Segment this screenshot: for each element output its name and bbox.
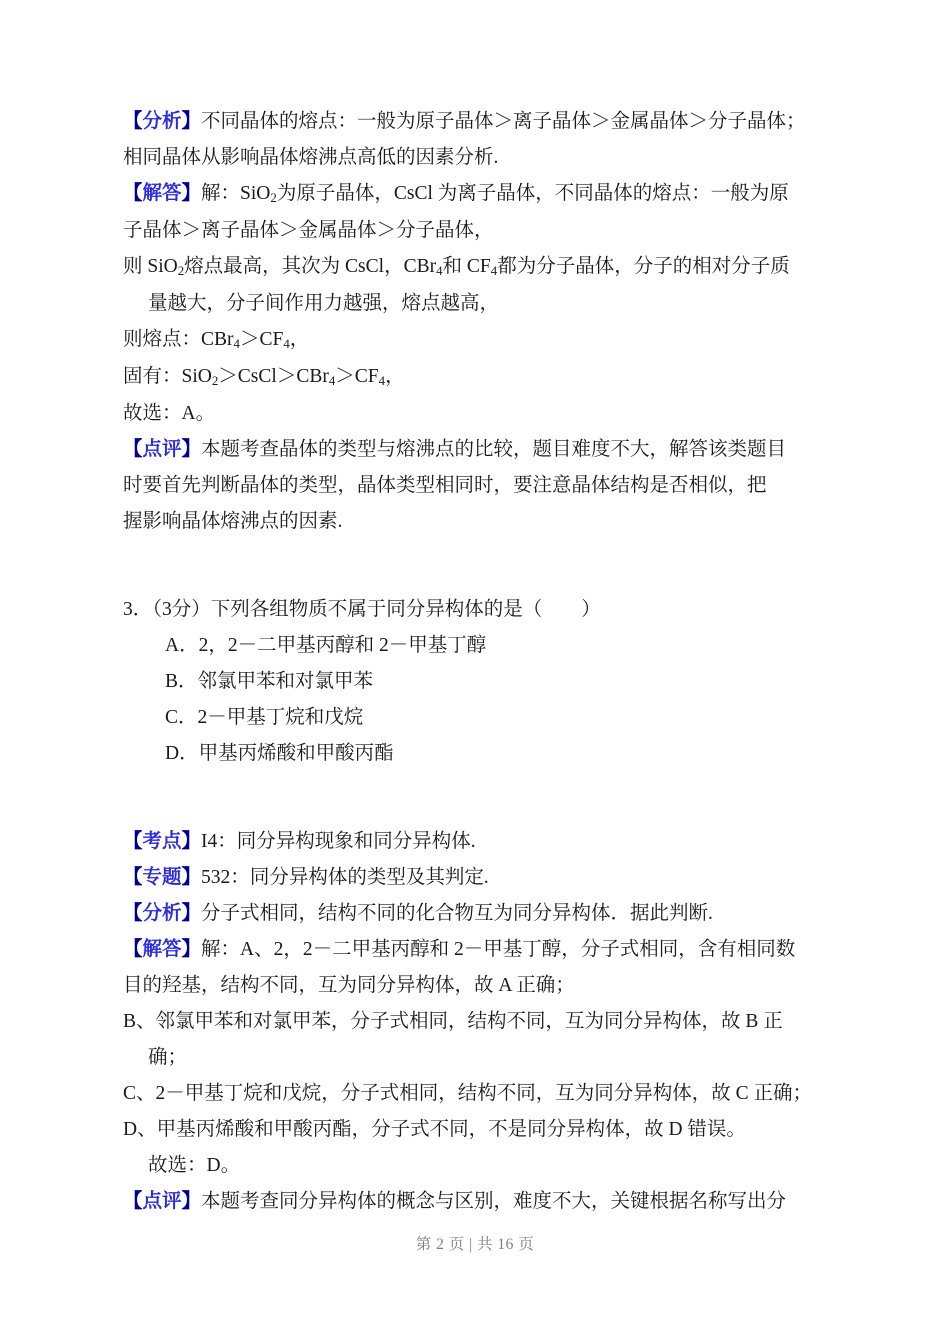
analysis-tag-q2: 【分析】: [123, 111, 202, 132]
answer-q3-line5: C、2－甲基丁烷和戊烷，分子式相同，结构不同，互为同分异构体，故 C 正确；: [123, 1083, 813, 1104]
answer-q3-line2-row: [123, 968, 823, 1004]
analysis-text-q2-line1: 不同晶体的熔点：一般为原子晶体＞离子晶体＞金属晶体＞分子晶体；: [201, 111, 806, 132]
answer-q2-l3p2: 熔点最高，其次为 CsCl，CBr: [184, 256, 437, 277]
question3-stem-text: 下列各组物质不属于同分异构体的是（ ）: [210, 599, 601, 620]
option-b-label: B．: [165, 671, 198, 692]
comment-q3-line1: 本题考查同分异构体的概念与区别，难度不大，关键根据名称写出分: [201, 1191, 787, 1212]
answer-q3-line6: D、甲基丙烯酸和甲酸丙酯，分子式不同，不是同分异构体，故 D 错误。: [123, 1119, 746, 1140]
answer-q3-line1: 解：A、2，2－二甲基丙醇和 2－甲基丁醇，分子式相同，含有相同数: [201, 939, 796, 960]
answer-q3-line2: 目的羟基，结构不同，互为同分异构体，故 A 正确；: [123, 975, 575, 996]
answer-q2-line4-row: [123, 286, 823, 322]
comment-q2-line3: 握影响晶体熔沸点的因素.: [123, 511, 343, 532]
comment-q2-line2: 时要首先判断晶体的类型，晶体类型相同时，要注意晶体结构是否相似，把: [123, 475, 767, 496]
answer-q2-line2-row: [123, 213, 823, 249]
page-content: [123, 104, 823, 1220]
question3-points: （3分）: [152, 599, 211, 620]
answer-q3-line3-row: [123, 1004, 823, 1040]
analysis-text-q2-line2-row: [123, 140, 823, 176]
comment-q2-line2-row: [123, 468, 823, 504]
answer-q2-l3p3: 和 CF: [442, 256, 491, 277]
analysis-block-q2: [123, 104, 823, 140]
option-d-label: D．: [165, 743, 199, 764]
option-c-text: 2－甲基丁烷和戊烷: [197, 707, 364, 728]
answer-q3-line4: 确；: [148, 1047, 188, 1068]
answer-q2-line5-row: [123, 322, 823, 359]
answer-q3-line5-row: [123, 1076, 823, 1112]
page-footer-text: 第 2 页 | 共 16 页: [415, 1236, 535, 1253]
answer-q2-line7-row: [123, 396, 823, 432]
answer-tag-q2: 【解答】: [123, 183, 202, 204]
answer-q2-l6p4: ，: [385, 366, 405, 387]
option-a-label: A．: [165, 635, 199, 656]
question3-stem: [123, 592, 823, 628]
answer-q2-l6s3: 4: [378, 374, 386, 389]
comment-tag-q2: 【点评】: [123, 439, 202, 460]
zhuanti-block-q3: [123, 860, 823, 896]
answer-q2-line6-row: [123, 359, 823, 396]
answer-q2-l6p2: ＞CsCl＞CBr: [218, 366, 329, 387]
answer-q3-line3: B、邻氯甲苯和对氯甲苯，分子式相同，结构不同，互为同分异构体，故 B 正: [123, 1011, 783, 1032]
option-c-label: C．: [165, 707, 198, 728]
answer-q3-line7: 故选：D。: [148, 1155, 241, 1176]
option-b-text: 邻氯甲苯和对氯甲苯: [197, 671, 374, 692]
answer-block-q3: [123, 932, 823, 968]
answer-q2-l3p1: 则 SiO: [123, 256, 178, 277]
kaodian-code-q3: I4：: [201, 831, 237, 852]
answer-q2-l1p1: 解：SiO: [201, 183, 271, 204]
spacer-before-question3: [123, 540, 823, 592]
kaodian-block-q3: [123, 824, 823, 860]
answer-q2-l1s1: 2: [270, 191, 277, 206]
comment-q2-line1: 本题考查晶体的类型与熔沸点的比较，题目难度不大，解答该类题目: [201, 439, 787, 460]
page-footer: [0, 1232, 950, 1254]
zhuanti-tag-q3: 【专题】: [123, 867, 202, 888]
answer-q2-l3s2: 4: [436, 264, 443, 279]
answer-q2-l6s1: 2: [211, 374, 219, 389]
analysis-block-q3: [123, 896, 823, 932]
answer-q2-line7: 故选：A。: [123, 403, 216, 424]
question3-option-d[interactable]: [123, 736, 823, 772]
zhuanti-text-q3: 同分异构体的类型及其判定.: [249, 867, 489, 888]
answer-q3-line7-row: [123, 1148, 823, 1184]
answer-q2-l5p2: ＞CF: [239, 329, 284, 350]
option-d-text: 甲基丙烯酸和甲酸丙酯: [198, 743, 394, 764]
answer-q2-l3p4: 都为分子晶体，分子的相对分子质: [497, 256, 790, 277]
answer-q2-l5p1: 则熔点：CBr: [123, 329, 234, 350]
answer-q2-l1p2: 为原子晶体，CsCl 为离子晶体，不同晶体的熔点：一般为原: [276, 183, 789, 204]
comment-tag-q3: 【点评】: [123, 1191, 202, 1212]
answer-q2-l5s2: 4: [283, 337, 290, 352]
answer-q2-l3s3: 4: [490, 264, 498, 279]
option-a-text: 2，2－二甲基丙醇和 2－甲基丁醇: [198, 635, 487, 656]
question3-option-a[interactable]: [123, 628, 823, 664]
question3-option-b[interactable]: [123, 664, 823, 700]
answer-q2-l5s1: 4: [233, 337, 240, 352]
answer-q2-l6s2: 4: [328, 374, 336, 389]
answer-q3-line6-row: [123, 1112, 823, 1148]
answer-q2-line4: 量越大，分子间作用力越强，熔点越高，: [148, 293, 500, 314]
answer-q3-line4-row: [123, 1040, 823, 1076]
answer-q2-line2: 子晶体＞离子晶体＞金属晶体＞分子晶体，: [123, 220, 494, 241]
answer-q2-l5p3: ，: [289, 329, 310, 350]
answer-tag-q3: 【解答】: [123, 939, 202, 960]
kaodian-text-q3: 同分异构现象和同分异构体.: [236, 831, 476, 852]
spacer-before-q3-solution: [123, 772, 823, 824]
kaodian-tag-q3: 【考点】: [123, 831, 202, 852]
answer-q2-line3-row: [123, 249, 823, 286]
answer-q2-l6p3: ＞CF: [335, 366, 379, 387]
analysis-tag-q3: 【分析】: [123, 903, 202, 924]
comment-q2-line3-row: [123, 504, 823, 540]
analysis-text-q2-line2: 相同晶体从影响晶体熔沸点高低的因素分析.: [123, 147, 499, 168]
question3-number: 3．: [123, 599, 153, 620]
question3-option-c[interactable]: [123, 700, 823, 736]
answer-block-q2: [123, 176, 823, 213]
comment-block-q2: [123, 432, 823, 468]
analysis-text-q3: 分子式相同，结构不同的化合物互为同分异构体．据此判断.: [201, 903, 713, 924]
zhuanti-code-q3: 532：: [201, 867, 250, 888]
comment-block-q3: [123, 1184, 823, 1220]
answer-q2-l3s1: 2: [177, 264, 185, 279]
answer-q2-l6p1: 固有：SiO: [123, 366, 212, 387]
